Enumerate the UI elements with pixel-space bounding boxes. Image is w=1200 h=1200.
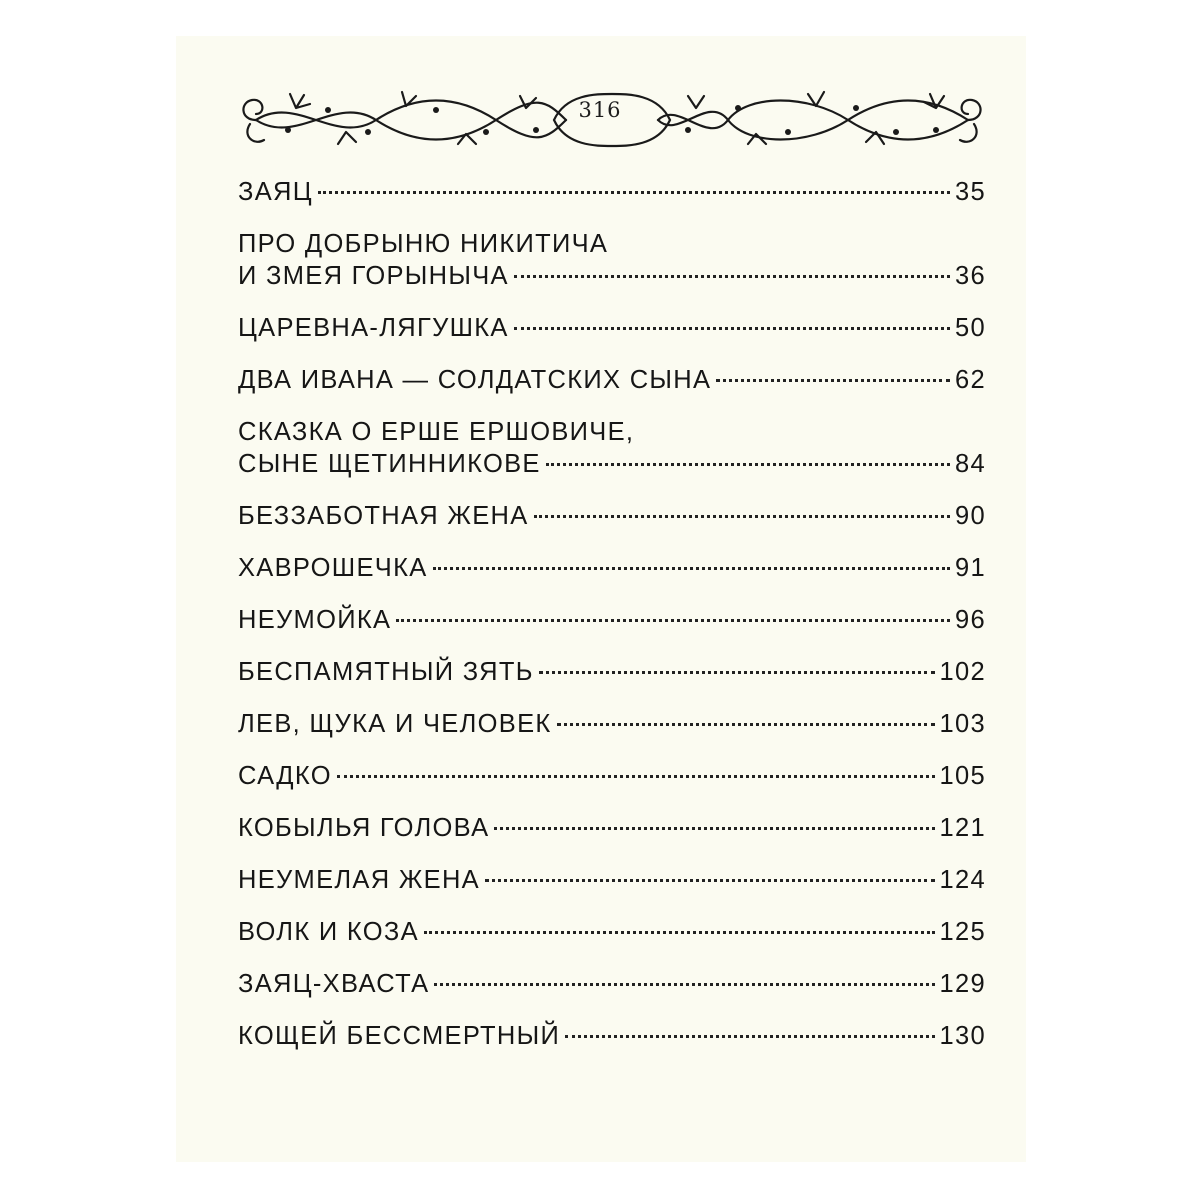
toc-entry bbox=[238, 1020, 986, 1072]
toc-entry-line bbox=[238, 260, 986, 292]
table-of-contents bbox=[238, 176, 986, 1072]
toc-entry bbox=[238, 228, 986, 312]
toc-entry-page-number: 50 bbox=[955, 314, 986, 342]
toc-entry-title-line: ЗАЯЦ-ХВАСТА bbox=[238, 970, 430, 998]
toc-entry bbox=[238, 416, 986, 500]
toc-entry-page-number: 105 bbox=[939, 762, 986, 790]
dot-leader bbox=[539, 671, 935, 674]
toc-entry-line bbox=[238, 604, 986, 636]
toc-entry bbox=[238, 176, 986, 228]
toc-entry bbox=[238, 864, 986, 916]
dot-leader bbox=[514, 275, 950, 278]
toc-entry-page-number: 102 bbox=[939, 658, 986, 686]
dot-leader bbox=[396, 619, 950, 622]
dot-leader bbox=[514, 327, 950, 330]
toc-entry-line bbox=[238, 176, 986, 208]
toc-entry-line bbox=[238, 812, 986, 844]
toc-entry bbox=[238, 552, 986, 604]
page-number: 316 bbox=[578, 98, 622, 122]
toc-entry-title-line: ЦАРЕВНА-ЛЯГУШКА bbox=[238, 314, 509, 342]
toc-entry-title-line: ЛЕВ, ЩУКА И ЧЕЛОВЕК bbox=[238, 710, 552, 738]
toc-entry-line bbox=[238, 1020, 986, 1052]
toc-entry-page-number: 35 bbox=[955, 178, 986, 206]
toc-entry-line bbox=[238, 968, 986, 1000]
toc-entry-line bbox=[238, 760, 986, 792]
toc-entry-line bbox=[238, 500, 986, 532]
toc-entry bbox=[238, 760, 986, 812]
toc-entry bbox=[238, 708, 986, 760]
toc-entry bbox=[238, 916, 986, 968]
toc-entry-page-number: 103 bbox=[939, 710, 986, 738]
toc-entry bbox=[238, 812, 986, 864]
dot-leader bbox=[534, 515, 950, 518]
toc-entry-title-line: ЗАЯЦ bbox=[238, 178, 313, 206]
toc-entry bbox=[238, 312, 986, 364]
toc-entry-line bbox=[238, 708, 986, 740]
dot-leader bbox=[433, 567, 950, 570]
toc-entry-page-number: 91 bbox=[955, 554, 986, 582]
toc-entry-title-line: СЫНЕ ЩЕТИННИКОВЕ bbox=[238, 450, 541, 478]
toc-entry-title-line: БЕЗЗАБОТНАЯ ЖЕНА bbox=[238, 502, 529, 530]
toc-entry-title-line: И ЗМЕЯ ГОРЫНЫЧА bbox=[238, 262, 509, 290]
toc-entry bbox=[238, 500, 986, 552]
dot-leader bbox=[337, 775, 935, 778]
dot-leader bbox=[494, 827, 934, 830]
toc-entry-title-line: НЕУМЕЛАЯ ЖЕНА bbox=[238, 866, 480, 894]
toc-entry-title-line: ДВА ИВАНА — СОЛДАТСКИХ СЫНА bbox=[238, 366, 712, 394]
toc-entry-page-number: 90 bbox=[955, 502, 986, 530]
dot-leader bbox=[318, 191, 950, 194]
toc-entry-line bbox=[238, 656, 986, 688]
toc-entry-page-number: 124 bbox=[939, 866, 986, 894]
toc-entry-page-number: 125 bbox=[939, 918, 986, 946]
toc-entry bbox=[238, 604, 986, 656]
toc-entry-line bbox=[238, 312, 986, 344]
toc-entry-title-line: НЕУМОЙКА bbox=[238, 606, 392, 634]
toc-entry-page-number: 121 bbox=[939, 814, 986, 842]
dot-leader bbox=[546, 463, 950, 466]
toc-entry-line bbox=[238, 552, 986, 584]
toc-entry-title-line: ВОЛК И КОЗА bbox=[238, 918, 419, 946]
toc-entry bbox=[238, 968, 986, 1020]
toc-entry-title-line: ПРО ДОБРЫНЮ НИКИТИЧА bbox=[238, 230, 609, 258]
toc-entry-title-line: КОЩЕЙ БЕССМЕРТНЫЙ bbox=[238, 1022, 561, 1050]
dot-leader bbox=[434, 983, 934, 986]
toc-entry-page-number: 36 bbox=[955, 262, 986, 290]
toc-entry-line bbox=[238, 864, 986, 896]
toc-entry-title-line: ХАВРОШЕЧКА bbox=[238, 554, 428, 582]
toc-entry-page-number: 96 bbox=[955, 606, 986, 634]
toc-entry-page-number: 62 bbox=[955, 366, 986, 394]
toc-entry-title-line: САДКО bbox=[238, 762, 332, 790]
dot-leader bbox=[716, 379, 950, 382]
toc-entry-line bbox=[238, 448, 986, 480]
toc-entry-title-line: КОБЫЛЬЯ ГОЛОВА bbox=[238, 814, 490, 842]
toc-entry bbox=[238, 364, 986, 416]
toc-entry bbox=[238, 656, 986, 708]
toc-entry-line bbox=[238, 364, 986, 396]
toc-entry-line bbox=[238, 916, 986, 948]
toc-entry-page-number: 129 bbox=[939, 970, 986, 998]
dot-leader bbox=[485, 879, 935, 882]
dot-leader bbox=[565, 1035, 934, 1038]
toc-entry-title-line: БЕСПАМЯТНЫЙ ЗЯТЬ bbox=[238, 658, 534, 686]
toc-entry-page-number: 84 bbox=[955, 450, 986, 478]
dot-leader bbox=[557, 723, 935, 726]
dot-leader bbox=[424, 931, 935, 934]
toc-entry-page-number: 130 bbox=[939, 1022, 986, 1050]
toc-entry-title-line: СКАЗКА О ЕРШЕ ЕРШОВИЧЕ, bbox=[238, 418, 635, 446]
